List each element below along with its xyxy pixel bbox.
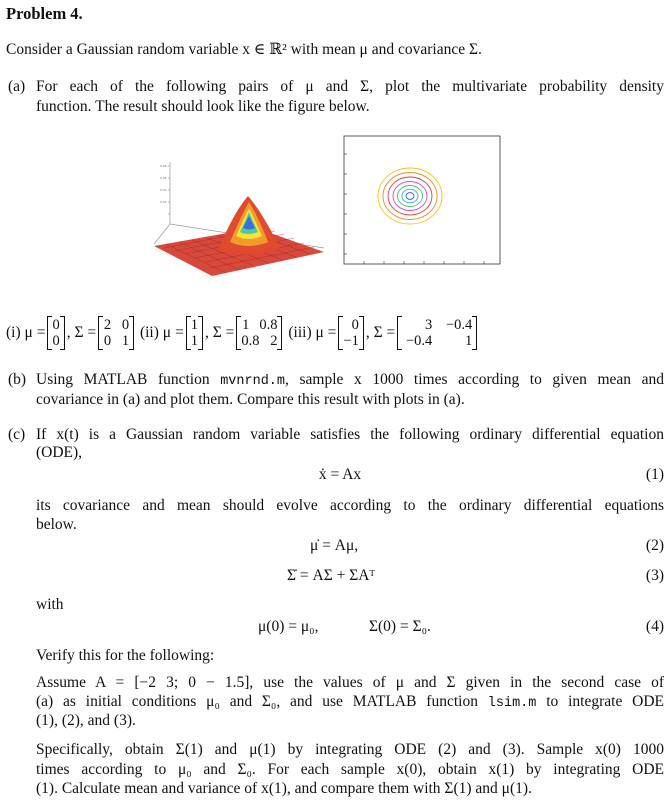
assume-line3: (1), (2), and (3). bbox=[36, 712, 136, 729]
eq3-number: (3) bbox=[645, 567, 664, 584]
case-ii-label: (ii) bbox=[139, 324, 159, 341]
case-i-sigma bbox=[98, 316, 134, 350]
mu1-0: 0 bbox=[52, 317, 60, 333]
case-iii-label: (iii) bbox=[288, 324, 312, 341]
case-i-sigma-sym: , Σ = bbox=[66, 324, 97, 341]
svg-text:0.02: 0.02 bbox=[160, 200, 167, 204]
part-b-post: , sample x 1000 times according to given mean and bbox=[285, 371, 665, 388]
spec-line2: times according to μ₀ and Σ₀. For each sample x(0), obtain x(1) by integrating ODE bbox=[36, 761, 664, 778]
case-iii-sigma bbox=[397, 316, 477, 350]
eq4-mu: μ(0) = μ₀, bbox=[258, 618, 319, 635]
part-a-line2: function. The result should look like the figure below. bbox=[36, 98, 370, 115]
eq4-sigma: Σ(0) = Σ₀. bbox=[369, 618, 431, 635]
verify-text: Verify this for the following: bbox=[36, 647, 215, 664]
part-c-line4: below. bbox=[36, 516, 77, 533]
mu3-1: −1 bbox=[343, 333, 359, 349]
s2-00: 1 bbox=[242, 317, 250, 333]
eq1-number: (1) bbox=[645, 466, 664, 483]
case-i-mu bbox=[47, 316, 64, 350]
eq2: μ̇ = Aμ, bbox=[310, 537, 359, 554]
s1-10: 0 bbox=[103, 333, 112, 349]
case-i-label: (i) bbox=[6, 324, 21, 341]
case-iii-mu bbox=[338, 316, 363, 350]
mvnrnd-func: mvnrnd.m bbox=[220, 374, 286, 389]
s2-11: 2 bbox=[270, 333, 278, 349]
eq3: Σ̇ = AΣ + ΣAᵀ bbox=[287, 567, 376, 584]
part-b-pre: Using MATLAB function bbox=[36, 371, 221, 388]
part-c-line1: If x(t) is a Gaussian random variable satisfies the following ordinary differential equation bbox=[36, 426, 664, 443]
cases-row bbox=[6, 313, 479, 353]
with-text: with bbox=[36, 596, 64, 613]
case-ii-sigma bbox=[236, 316, 282, 350]
svg-text:0.08: 0.08 bbox=[160, 164, 167, 168]
lsim-func: lsim.m bbox=[487, 696, 537, 711]
s2-10: 0.8 bbox=[241, 333, 260, 349]
case-iii-mu-sym: μ = bbox=[315, 324, 337, 341]
s3-11: 1 bbox=[465, 333, 473, 349]
eq2-number: (2) bbox=[645, 537, 664, 554]
case-i-mu-sym: μ = bbox=[24, 324, 46, 341]
assume-line1: Assume A = [−2 3; 0 − 1.5], use the values of μ and Σ given in the second case of bbox=[36, 674, 664, 691]
s3-10: −0.4 bbox=[405, 333, 433, 349]
case-ii-sigma-sym: , Σ = bbox=[204, 324, 235, 341]
contour-plot bbox=[340, 134, 506, 276]
part-b-label: (b) bbox=[8, 371, 27, 388]
assume-pre: (a) as initial conditions μ₀ and Σ₀, and use MATLAB function bbox=[36, 693, 488, 710]
s1-11: 1 bbox=[121, 333, 130, 349]
mu3-0: 0 bbox=[351, 317, 359, 333]
case-iii-sigma-sym: , Σ = bbox=[365, 324, 396, 341]
mu2-1: 1 bbox=[190, 333, 198, 349]
eq4-number: (4) bbox=[645, 618, 664, 635]
s3-00: 3 bbox=[425, 317, 433, 333]
spec-line1: Specifically, obtain Σ(1) and μ(1) by integrating ODE (2) and (3). Sample x(0) 1000 bbox=[36, 741, 664, 758]
part-b-line2: covariance in (a) and plot them. Compare this result with plots in (a). bbox=[36, 391, 465, 408]
eq1: ẋ = Ax bbox=[318, 466, 362, 483]
mu2-0: 1 bbox=[190, 317, 198, 333]
problem-title: Problem 4. bbox=[6, 4, 83, 23]
part-c-line2: (ODE), bbox=[36, 444, 83, 461]
s1-01: 0 bbox=[121, 317, 130, 333]
svg-text:0.04: 0.04 bbox=[160, 188, 167, 192]
part-a-label: (a) bbox=[8, 78, 26, 95]
s1-00: 2 bbox=[103, 317, 112, 333]
spec-line3: (1). Calculate mean and variance of x(1), and compare them with Σ(1) and μ(1). bbox=[36, 780, 532, 797]
svg-text:0.06: 0.06 bbox=[160, 176, 167, 180]
case-ii-mu bbox=[186, 316, 203, 350]
s2-01: 0.8 bbox=[259, 317, 278, 333]
part-c-line3: its covariance and mean should evolve according to the ordinary differential equations bbox=[36, 497, 664, 514]
assume-post: to integrate ODE bbox=[536, 693, 665, 710]
surface-plot bbox=[148, 152, 338, 292]
part-a-line1: For each of the following pairs of μ and Σ, plot the multivariate probability density bbox=[36, 78, 664, 95]
intro-text: Consider a Gaussian random variable x ∈ ℝ² with mean μ and covariance Σ. bbox=[6, 41, 482, 58]
mu1-1: 0 bbox=[52, 333, 60, 349]
s3-01: −0.4 bbox=[445, 317, 473, 333]
part-c-label: (c) bbox=[8, 426, 26, 443]
case-ii-mu-sym: μ = bbox=[162, 324, 184, 341]
